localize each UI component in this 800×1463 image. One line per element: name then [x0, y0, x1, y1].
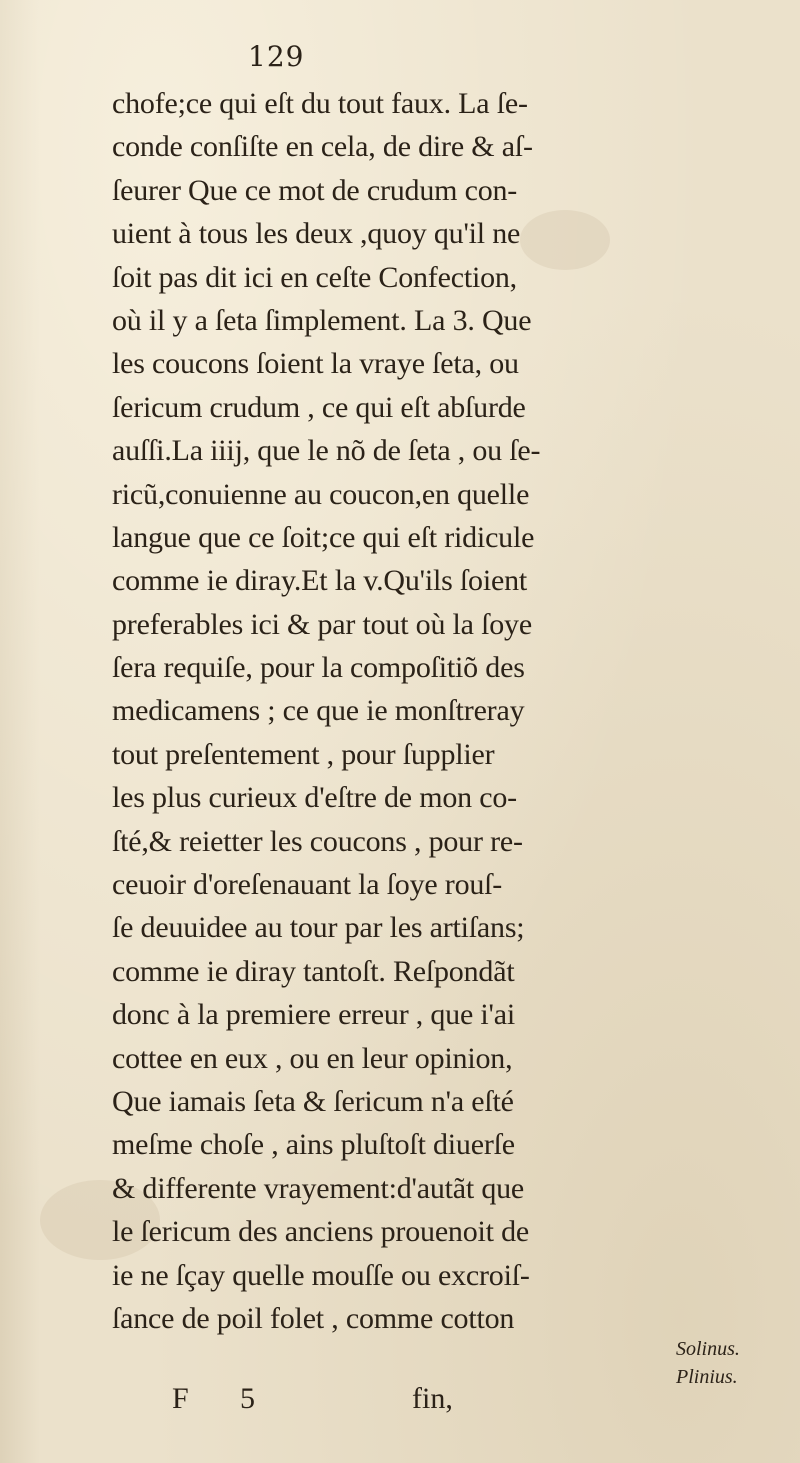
text-line: conde conſiſte en cela, de dire & aſ-	[112, 130, 533, 164]
signature-number: 5	[240, 1382, 255, 1415]
text-line: le ſericum des anciens prouenoit de	[112, 1215, 530, 1249]
text-line: où il y a ſeta ſimplement. La 3. Que	[112, 303, 532, 337]
text-line: ſe deuuidee au tour par les artiſans;	[112, 911, 525, 945]
margin-note: Solinus.	[676, 1338, 740, 1360]
text-line: langue que ce ſoit;ce qui eſt ridicule	[112, 520, 535, 554]
text-line: donc à la premiere erreur , que i'ai	[112, 998, 515, 1032]
text-line: cottee en eux , ou en leur opinion,	[112, 1041, 513, 1075]
text-line: Que iamais ſeta & ſericum n'a eſté	[112, 1084, 514, 1118]
text-line: ricũ,conuienne au coucon,en quelle	[112, 477, 530, 511]
margin-notes	[676, 1335, 740, 1391]
text-line: meſme choſe , ains pluſtoſt diuerſe	[112, 1128, 515, 1162]
text-line: les plus curieux d'eſtre de mon co-	[112, 781, 517, 815]
text-line: ceuoir d'oreſenauant la ſoye rouſ-	[112, 868, 503, 902]
text-line: ie ne ſçay quelle mouſſe ou excroiſ-	[112, 1258, 530, 1292]
text-line: ſance de poil folet , comme cotton	[112, 1301, 515, 1335]
page-number: 129	[248, 40, 305, 73]
text-line: ſoit pas dit ici en ceſte Confection,	[112, 260, 517, 294]
text-line: ſeurer Que ce mot de crudum con-	[112, 173, 518, 207]
text-line: medicamens ; ce que ie monſtreray	[112, 694, 525, 728]
text-line: ſera requiſe, pour la compoſitiõ des	[112, 651, 525, 685]
text-line: les coucons ſoient la vraye ſeta, ou	[112, 347, 519, 381]
text-line: ſericum crudum , ce qui eſt abſurde	[112, 390, 526, 424]
signature-mark: F	[172, 1382, 189, 1415]
body-text	[112, 82, 657, 1340]
text-line: & differente vrayement:d'autãt que	[112, 1171, 525, 1205]
text-line: uient à tous les deux ,quoy qu'il ne	[112, 217, 521, 251]
text-line: comme ie diray tantoſt. Reſpondãt	[112, 954, 515, 988]
margin-note: Plinius.	[676, 1366, 738, 1388]
text-line: comme ie diray.Et la v.Qu'ils ſoient	[112, 564, 528, 598]
catchword: fin,	[412, 1382, 453, 1415]
text-line: preferables ici & par tout où la ſoye	[112, 607, 532, 641]
text-line: ſté,& reietter les coucons , pour re-	[112, 824, 523, 858]
text-line: tout preſentement , pour ſupplier	[112, 737, 495, 771]
text-line: chofe;ce qui eſt du tout faux. La ſe-	[112, 87, 528, 120]
text-line: auſſi.La iiij, que le nõ de ſeta , ou ſe-	[112, 434, 541, 468]
